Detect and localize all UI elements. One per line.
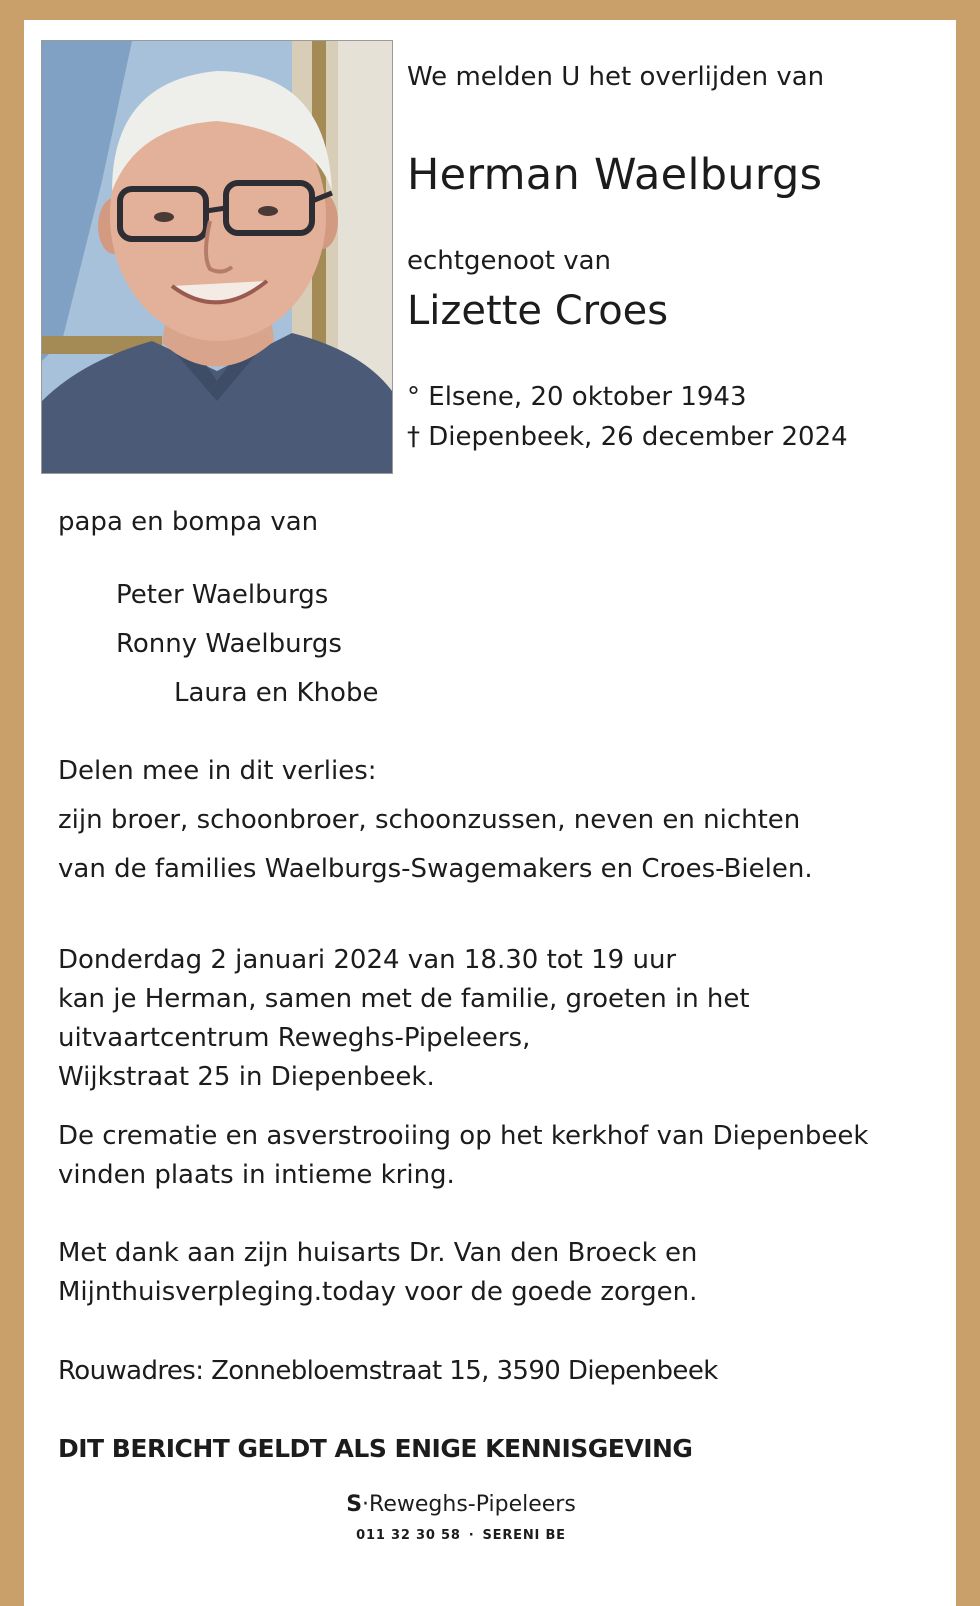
announce-text: We melden U het overlijden van bbox=[407, 62, 825, 92]
visitation-line: Donderdag 2 januari 2024 van 18.30 tot 19 uur bbox=[58, 945, 677, 975]
company-name: Reweghs-Pipeleers bbox=[369, 1492, 576, 1517]
spouse-intro: echtgenoot van bbox=[407, 246, 612, 276]
birth-line: ° Elsene, 20 oktober 1943 bbox=[407, 382, 747, 412]
deceased-name: Herman Waelburgs bbox=[407, 150, 823, 200]
notice-text: DIT BERICHT GELDT ALS ENIGE KENNISGEVING bbox=[58, 1434, 693, 1463]
sharing-intro: Delen mee in dit verlies: bbox=[58, 756, 377, 786]
visitation-line: uitvaartcentrum Reweghs-Pipeleers, bbox=[58, 1023, 531, 1053]
thanks-line: Mijnthuisverpleging.today voor de goede zorgen. bbox=[58, 1277, 698, 1307]
sharing-line: van de families Waelburgs-Swagemakers en Croes-Bielen. bbox=[58, 854, 813, 884]
child-name: Peter Waelburgs bbox=[116, 580, 329, 610]
obituary-card bbox=[24, 20, 956, 1606]
phone-number: 011 32 30 58 bbox=[356, 1528, 461, 1543]
contact-separator: · bbox=[468, 1528, 475, 1543]
death-line: † Diepenbeek, 26 december 2024 bbox=[407, 422, 848, 452]
grandchildren-names: Laura en Khobe bbox=[174, 678, 379, 708]
sharing-line: zijn broer, schoonbroer, schoonzussen, neven en nichten bbox=[58, 805, 801, 835]
cremation-line: vinden plaats in intieme kring. bbox=[58, 1160, 455, 1190]
visitation-line: Wijkstraat 25 in Diepenbeek. bbox=[58, 1062, 435, 1092]
funeral-home-footer bbox=[312, 1480, 610, 1586]
website: SERENI BE bbox=[482, 1528, 566, 1543]
visitation-line: kan je Herman, samen met de familie, groeten in het bbox=[58, 984, 750, 1014]
cremation-line: De crematie en asverstrooiing op het kerkhof van Diepenbeek bbox=[58, 1121, 869, 1151]
funeral-home-logo bbox=[312, 1492, 610, 1517]
thanks-line: Met dank aan zijn huisarts Dr. Van den Broeck en bbox=[58, 1238, 698, 1268]
portrait-illustration bbox=[42, 41, 392, 473]
family-intro: papa en bompa van bbox=[58, 507, 319, 537]
funeral-home-contact bbox=[312, 1528, 610, 1543]
logo-mark-icon: S bbox=[346, 1492, 363, 1517]
logo-dot: · bbox=[362, 1492, 370, 1517]
portrait-photo bbox=[41, 40, 393, 474]
mourning-address: Rouwadres: Zonnebloemstraat 15, 3590 Diepenbeek bbox=[58, 1356, 718, 1386]
spouse-name: Lizette Croes bbox=[407, 288, 669, 334]
child-name: Ronny Waelburgs bbox=[116, 629, 342, 659]
